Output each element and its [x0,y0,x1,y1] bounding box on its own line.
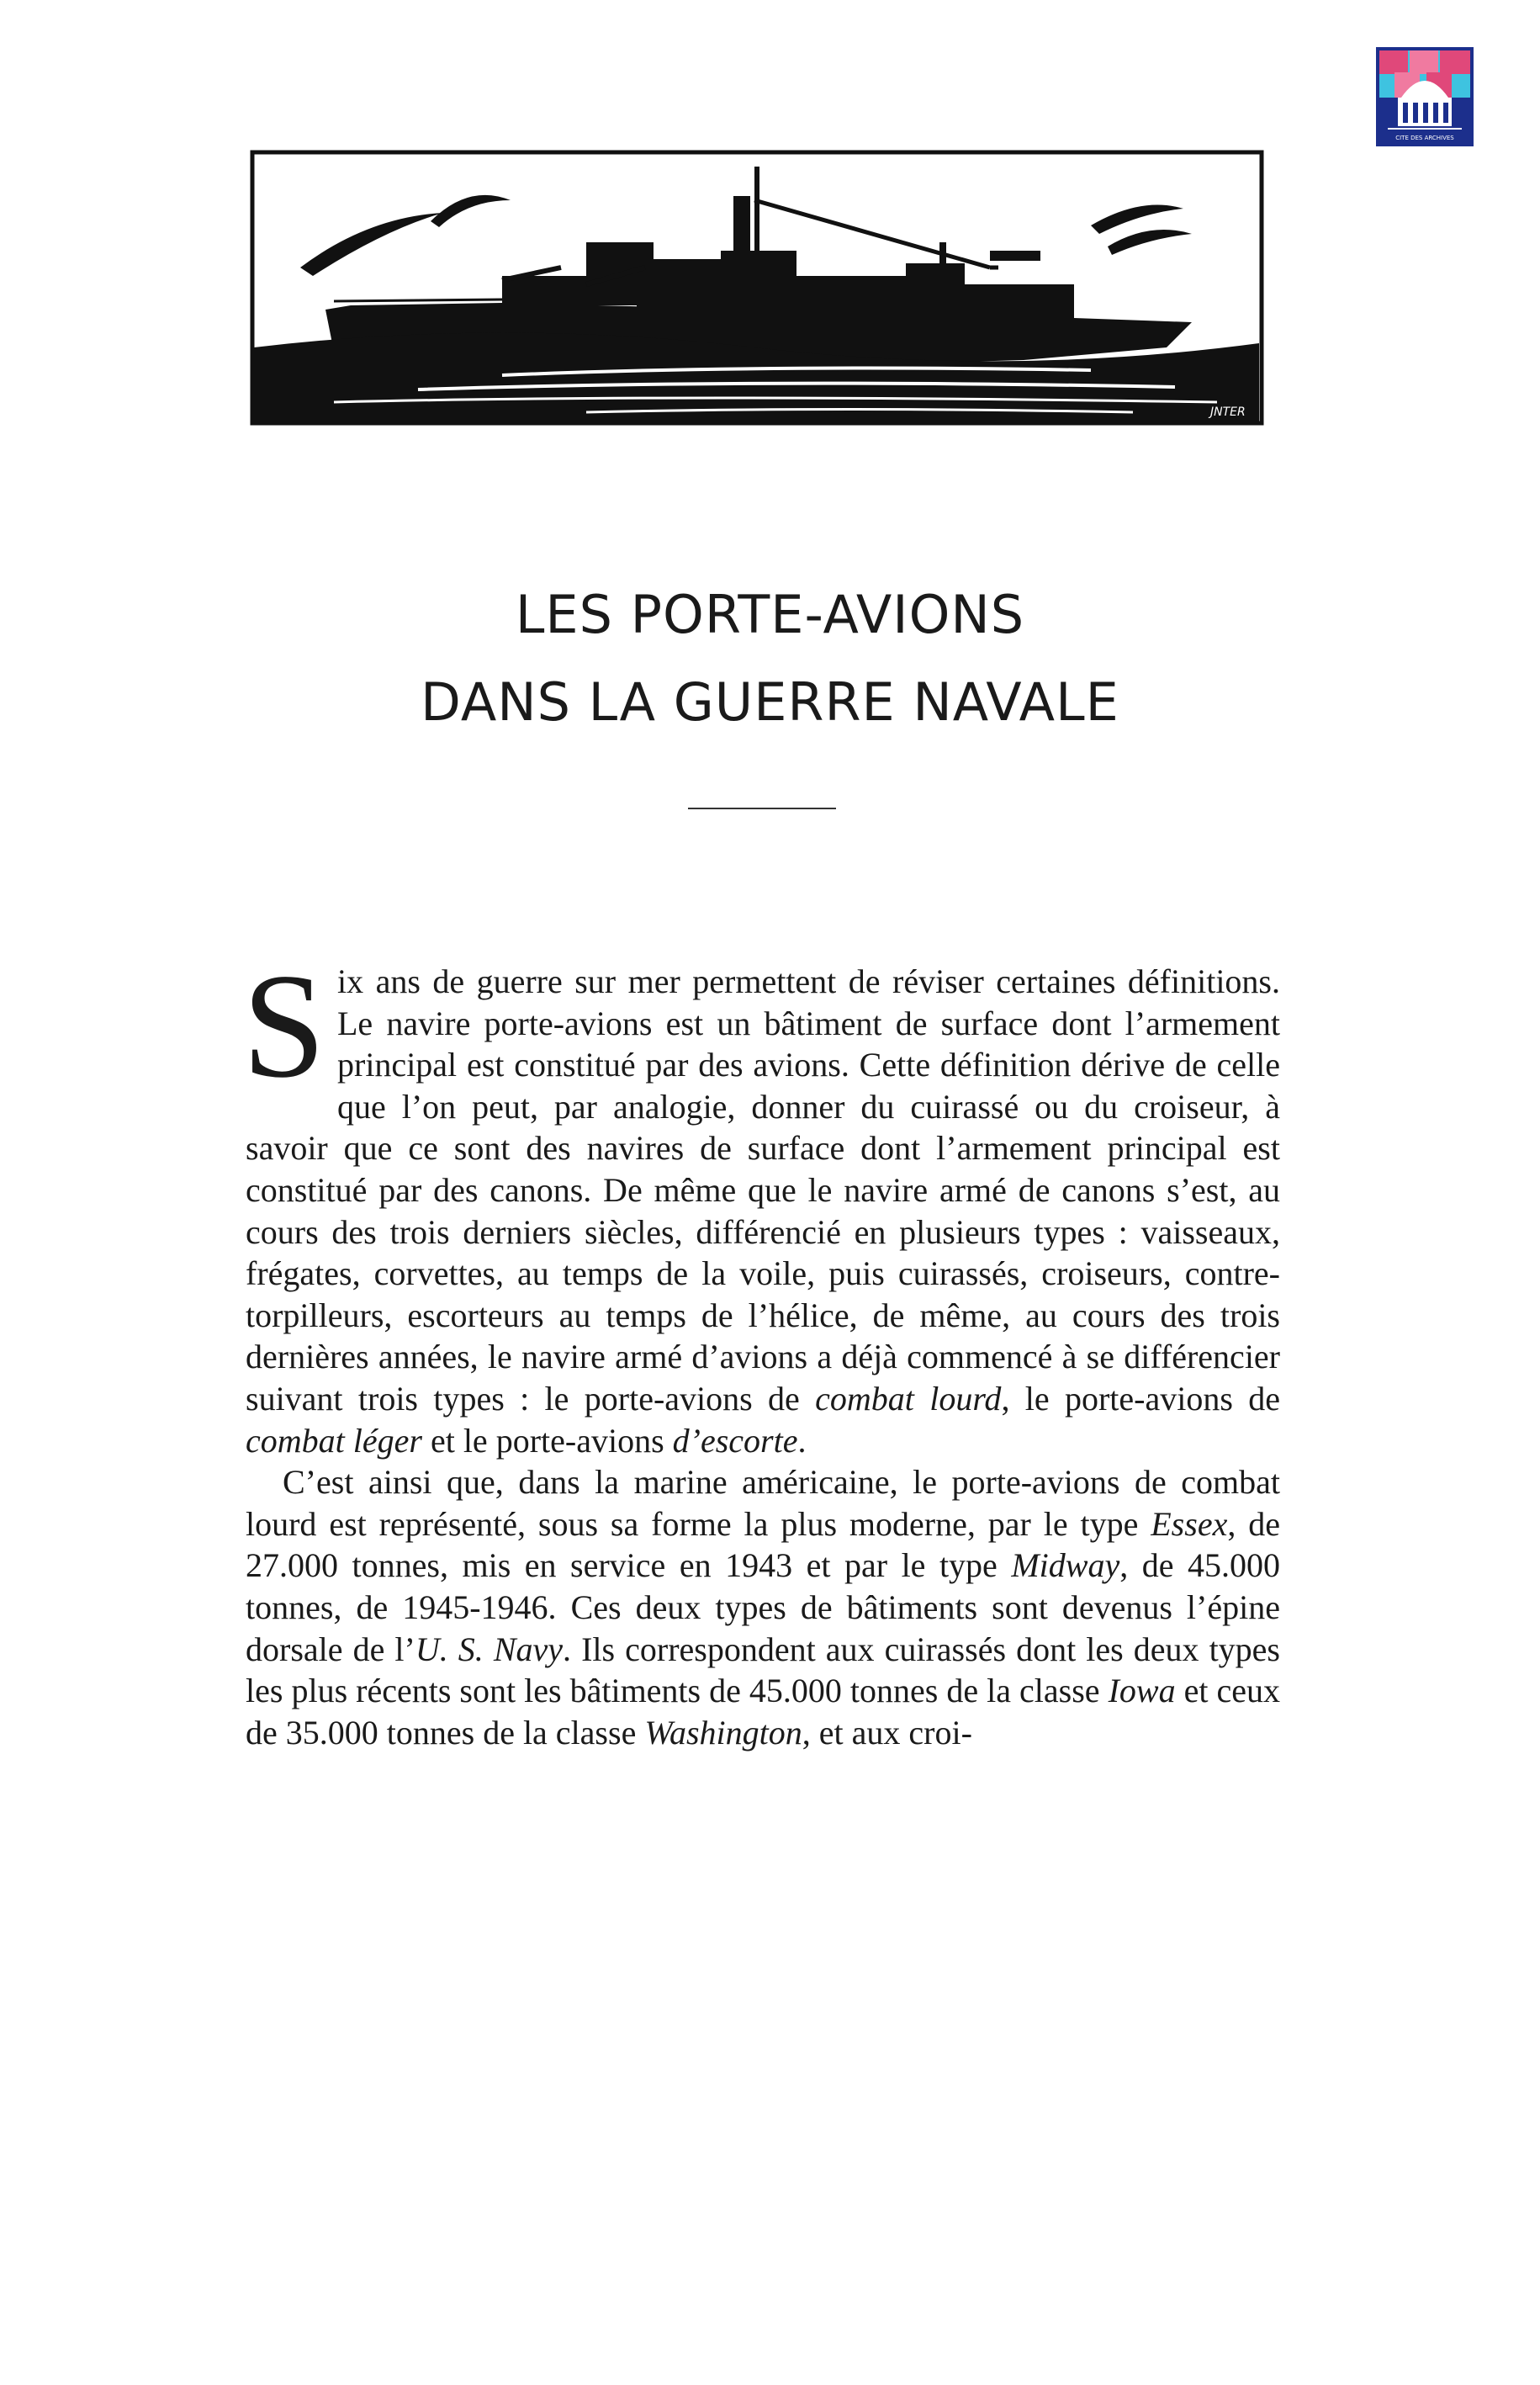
library-logo [1376,47,1474,146]
warship-silhouette-icon [250,150,1264,426]
body-text [242,942,1281,1753]
paragraph-1-emphasis: combat lourd [815,1379,1002,1418]
paragraph-2-segment: , de 45.000 tonnes, de 1945-1946. Ces deux types de bâtiments sont devenus l’épine dorsale de l’ [246,1546,1281,1668]
paragraph-2-emphasis: Midway [1011,1546,1120,1585]
page-title-line2: DANS LA GUERRE NAVALE [421,671,1119,733]
paragraph-2-emphasis: U. S. Navy [415,1630,564,1668]
paragraph-2-segment: C’est ainsi que, dans la marine américaine, le porte-avions de combat lourd est représenté, sous sa forme la plus moderne, par le type [246,1463,1280,1543]
title-divider [688,808,836,809]
logo-caption: CITE DES ARCHIVES [1395,135,1454,141]
paragraph-2-emphasis: Washington [644,1713,802,1752]
paragraph-1-segment: , le porte-avions de [1001,1379,1281,1418]
paragraph-2 [246,1461,1280,1753]
artist-signature: JNTER [1210,405,1246,419]
paragraph-2-segment: et ceux de 35.000 tonnes de la classe [246,1672,1280,1752]
drop-cap: S [242,942,325,1109]
paragraph-1 [242,942,1281,1461]
paragraph-2-segment: . Ils correspondent aux cuirassés dont les deux types les plus récents sont les bâtiments de 45.000 tonnes de la classe [246,1630,1280,1710]
paragraph-2-segment: , de 27.000 tonnes, mis en service en 1943 et par le type [246,1504,1280,1585]
library-logo-icon [1376,47,1474,146]
paragraph-1-emphasis: combat léger [246,1421,422,1460]
page-title-line1: LES PORTE-AVIONS [515,584,1025,645]
paragraph-1-segment: et le porte-avions [421,1421,673,1460]
paragraph-1-segment: . [797,1421,807,1460]
paragraph-1-segment: ix ans de guerre sur mer permettent de réviser certaines définitions. Le navire porte-avions est un bâtiment de surface dont l’armement principal est constitué par des avions. Cette définition dérive de celle que l’on peut, par analogie, donner du cuirassé ou du croiseur, à savoir que ce sont des navires de surface dont l’armement principal est constitué par des canons. De même que le navire armé de canons s’est, au cours des trois derniers siècles, différencié en plusieurs types : vaisseaux, frégates, corvettes, au temps de la voile, puis cuirassés, croiseurs, contre-torpilleurs, escorteurs au temps de l’hélice, de même, au cours des trois dernières années, le navire armé d’avions a déjà commencé à se différencier suivant trois types : le porte-avions de [246,962,1280,1418]
paragraph-2-emphasis: Iowa [1108,1672,1176,1710]
paragraph-2-emphasis: Essex [1151,1504,1228,1543]
paragraph-2-segment: , et aux croi- [802,1713,972,1752]
warship-vignette [250,150,1264,426]
paragraph-1-emphasis: d’escorte [672,1421,798,1460]
